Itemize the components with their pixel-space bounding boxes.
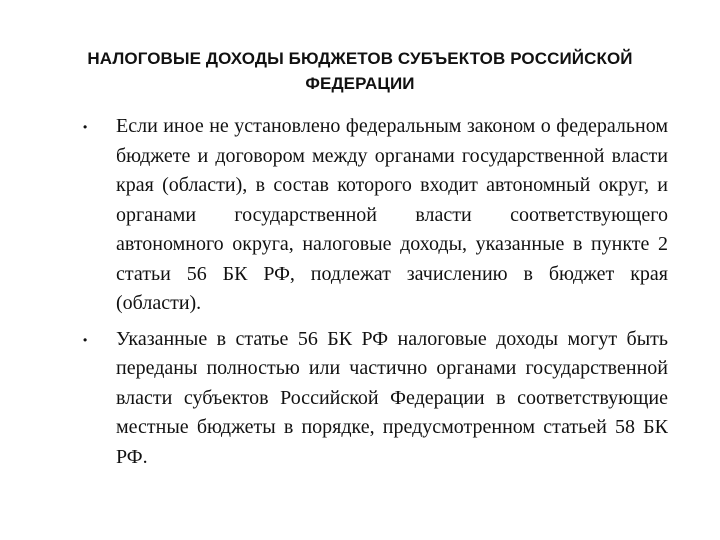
slide-title-line-1: НАЛОГОВЫЕ ДОХОДЫ БЮДЖЕТОВ СУБЪЕКТОВ РОССИЙСКОЙ bbox=[87, 49, 633, 68]
slide-title-line-2: ФЕДЕРАЦИИ bbox=[305, 74, 415, 93]
bullet-item bbox=[80, 325, 668, 473]
bullet-text: Указанные в статье 56 БК РФ налоговые доходы могут быть переданы полностью или частично органами государственной власти субъектов Российской Федерации в соответствующие местные бюджеты в порядке, предусмотренном статьей 58 БК РФ. bbox=[116, 327, 668, 468]
bullet-marker: • bbox=[83, 332, 88, 347]
bullet-list bbox=[80, 112, 668, 478]
bullet-text: Если иное не установлено федеральным законом о федеральном бюджете и договором между органами государственной власти края (области), в состав которого входит автономный округ, и органами государственной власти соответствующего автономного округа, налоговые доходы, указанные в пункте 2 статьи 56 БК РФ, подлежат зачислению в бюджет края (области). bbox=[116, 115, 668, 314]
bullet-marker: • bbox=[83, 120, 88, 134]
bullet-item bbox=[80, 112, 668, 319]
slide-title bbox=[20, 46, 700, 96]
